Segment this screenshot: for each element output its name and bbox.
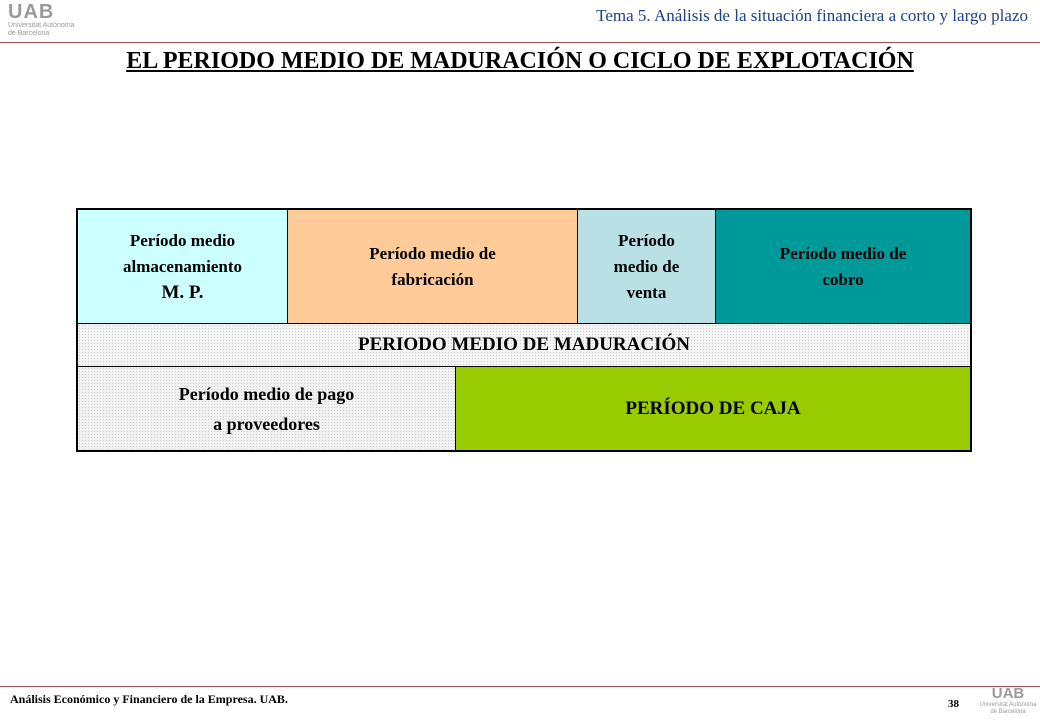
fabricacion-line1: Período medio de bbox=[369, 243, 496, 263]
uab-logo-line1: Universitat Autònoma bbox=[8, 22, 75, 29]
footer-divider bbox=[0, 686, 1040, 687]
cobro-line2: cobro bbox=[822, 269, 864, 289]
venta-line3: venta bbox=[626, 282, 667, 302]
cell-periodo-maduracion bbox=[78, 323, 970, 367]
almacenamiento-line2: almacenamiento bbox=[123, 256, 242, 276]
footer-text: Análisis Económico y Financiero de la Empresa. UAB. bbox=[10, 692, 288, 706]
periodo-maduracion-label: PERIODO MEDIO DE MADURACIÓN bbox=[358, 334, 690, 355]
cell-periodo-caja bbox=[456, 367, 970, 450]
venta-line1: Período bbox=[618, 230, 675, 250]
fabricacion-line2: fabricación bbox=[391, 269, 474, 289]
maturation-cycle-diagram bbox=[76, 208, 972, 452]
header-title: Tema 5. Análisis de la situación financiera a corto y largo plazo bbox=[596, 6, 1028, 25]
uab-logo-mark: UAB bbox=[8, 1, 55, 23]
cell-almacenamiento bbox=[78, 210, 288, 323]
periodo-caja-label: PERÍODO DE CAJA bbox=[625, 397, 801, 419]
almacenamiento-line3: M. P. bbox=[161, 281, 204, 303]
venta-line2: medio de bbox=[613, 256, 680, 276]
cell-cobro bbox=[716, 210, 970, 323]
diagram-row-financing bbox=[78, 367, 970, 450]
cell-pago-proveedores bbox=[78, 367, 456, 450]
pago-line1: Período medio de pago bbox=[178, 383, 355, 404]
diagram-row-phases bbox=[78, 210, 970, 323]
page-number: 38 bbox=[948, 698, 959, 710]
header-divider bbox=[0, 42, 1040, 43]
uab-logo-line2: de Barcelona bbox=[8, 30, 50, 37]
cobro-line1: Período medio de bbox=[779, 243, 907, 263]
cell-fabricacion bbox=[288, 210, 578, 323]
pago-line2: a proveedores bbox=[213, 413, 320, 434]
uab-logo-top bbox=[8, 2, 98, 38]
page-title: EL PERIODO MEDIO DE MADURACIÓN O CICLO DE EXPLOTACIÓN bbox=[126, 48, 914, 74]
uab-logo-bottom-line2: de Barcelona bbox=[990, 709, 1026, 715]
uab-logo-bottom bbox=[978, 686, 1038, 720]
cell-venta bbox=[578, 210, 716, 323]
almacenamiento-line1: Período medio bbox=[129, 230, 236, 250]
uab-logo-bottom-line1: Universitat Autònoma bbox=[979, 702, 1037, 708]
uab-logo-bottom-mark: UAB bbox=[991, 685, 1025, 702]
